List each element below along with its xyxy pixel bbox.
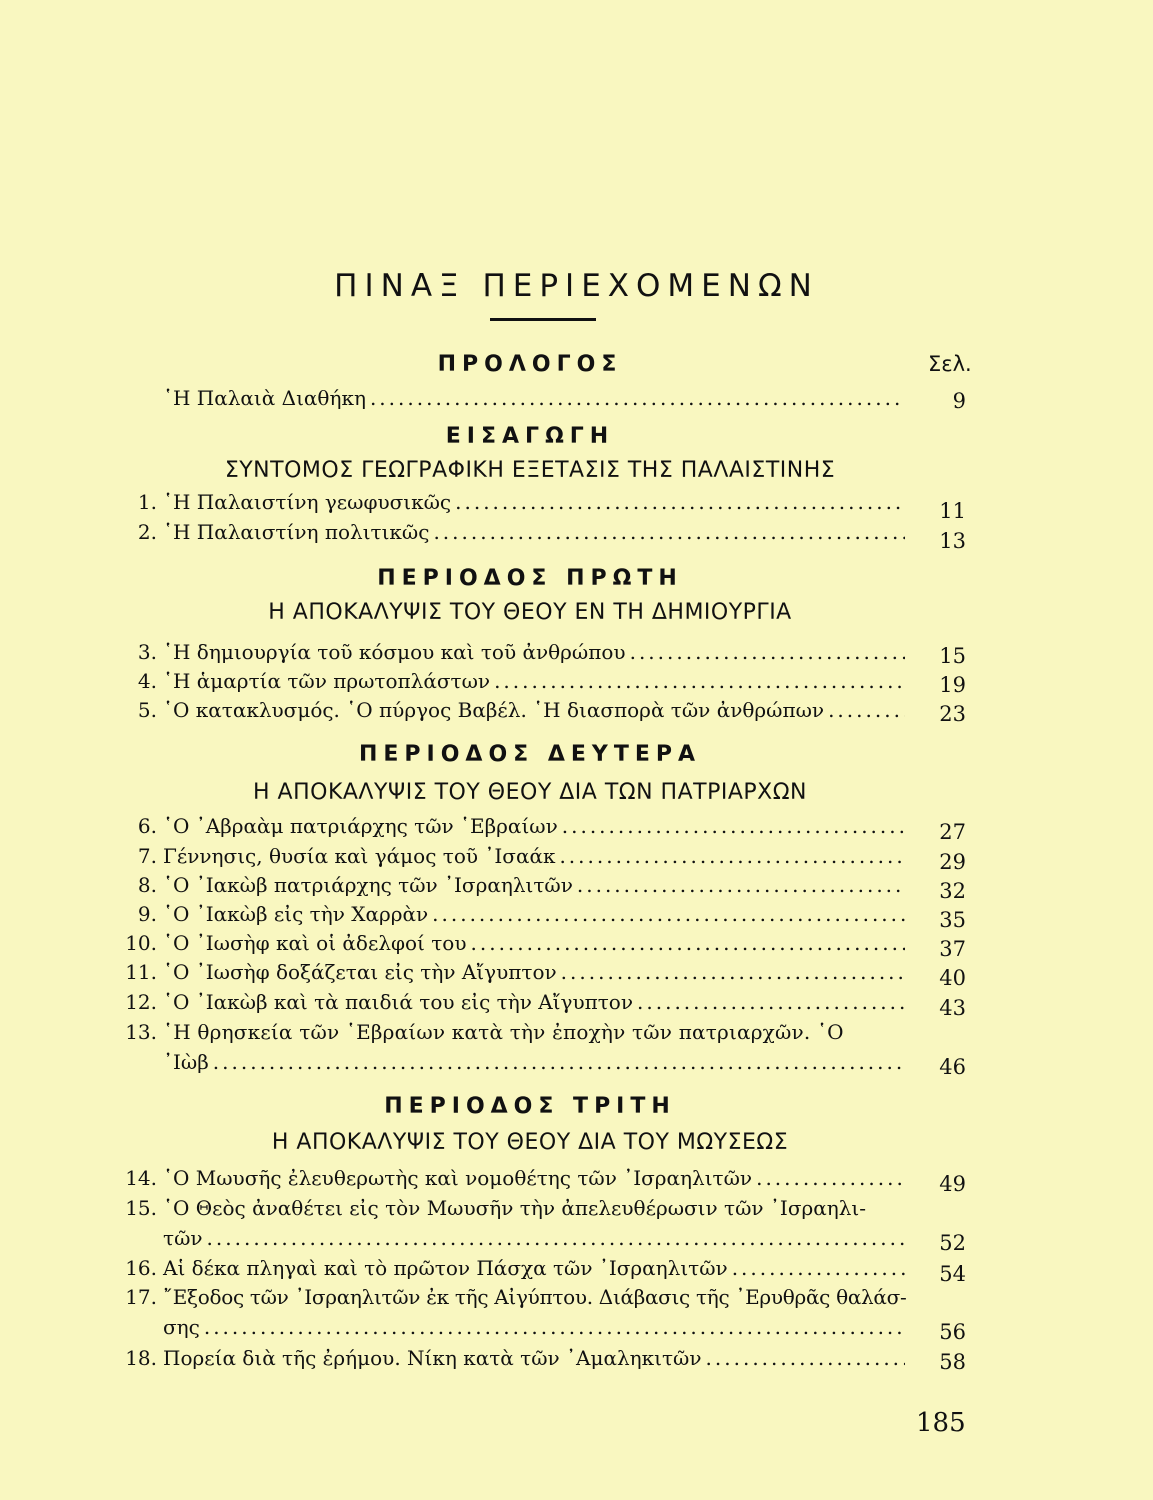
entry-page: 19 (939, 673, 966, 697)
page-title: ΠΙΝΑΞ ΠΕΡΙΕΧΟΜΕΝΩΝ (334, 268, 819, 304)
toc-entry (105, 1256, 905, 1280)
section-heading-period1: ΠΕΡΙΟΔΟΣ ΠΡΩΤΗ (377, 566, 683, 591)
entry-title: ῾Ο ᾿Ιακὼβ καὶ τὰ παιδιά του εἰς τὴν Αἴγυπτον (163, 990, 634, 1014)
entry-number: 14. (125, 1166, 157, 1190)
entry-page: 9 (952, 389, 966, 413)
entry-page: 58 (939, 1350, 966, 1374)
toc-entry (105, 640, 905, 664)
section-heading-intro: ΕΙΣΑΓΩΓΗ (445, 424, 615, 449)
entry-title: ῾Ο Μωυσῆς ἐλευθερωτὴς καὶ νομοθέτης τῶν ᾿Ισραηλιτῶν (163, 1166, 753, 1190)
entry-title-cont: ᾿Ιὼβ (163, 1050, 209, 1074)
entry-number: 8. (137, 873, 157, 897)
section-heading-period3: ΠΕΡΙΟΔΟΣ ΤΡΙΤΗ (384, 1094, 676, 1119)
entry-number: 18. (125, 1346, 157, 1370)
entry-page: 11 (939, 499, 966, 523)
section-heading-period2: ΠΕΡΙΟΔΟΣ ΔΕΥΤΕΡΑ (358, 742, 702, 767)
entry-title: ῾Η δημιουργία τοῦ κόσμου καὶ τοῦ ἀνθρώπου (163, 640, 626, 664)
entry-page: 56 (939, 1320, 966, 1344)
entry-number: 7. (137, 844, 157, 868)
entry-number: 17. (125, 1285, 157, 1309)
entry-title: ῾Ο Θεὸς ἀναθέτει εἰς τὸν Μωυσῆν τὴν ἀπελευθέρωσιν τῶν ᾿Ισραηλι- (163, 1196, 866, 1220)
entry-page: 49 (939, 1172, 966, 1196)
entry-title: ῾Η Παλαιστίνη πολιτικῶς (163, 520, 430, 544)
entry-page: 27 (939, 820, 966, 844)
toc-entry (105, 844, 905, 868)
entry-page: 52 (939, 1231, 966, 1255)
entry-title: ῾Ο ᾿Αβραὰμ πατριάρχης τῶν ῾Εβραίων (163, 814, 558, 838)
entry-title-cont: σης (163, 1315, 200, 1339)
toc-entry (105, 960, 905, 984)
entry-page: 23 (939, 702, 966, 726)
entry-page: 13 (939, 529, 966, 553)
entry-page: 54 (939, 1262, 966, 1286)
entry-title: ῾Ο ᾿Ιακὼβ εἰς τὴν Χαρρὰν (163, 902, 429, 926)
section-subheading-period1: Η ΑΠΟΚΑΛΥΨΙΣ ΤΟΥ ΘΕΟΥ ΕΝ ΤΗ ΔΗΜΙΟΥΡΓΙΑ (268, 600, 792, 625)
entry-page: 37 (939, 937, 966, 961)
entry-number: 4. (137, 669, 157, 693)
toc-entry (105, 520, 905, 544)
entry-number: 13. (125, 1020, 157, 1044)
entry-number: 2. (137, 520, 157, 544)
entry-page: 35 (939, 908, 966, 932)
section-subheading-period2: Η ΑΠΟΚΑΛΥΨΙΣ ΤΟΥ ΘΕΟΥ ΔΙΑ ΤΩΝ ΠΑΤΡΙΑΡΧΩΝ (253, 780, 807, 805)
section-heading-prologue: ΠΡΟΛΟΓΟΣ (437, 352, 623, 377)
title-divider (490, 318, 596, 321)
toc-entry (105, 990, 905, 1014)
entry-page: 46 (939, 1055, 966, 1079)
entry-page: 15 (939, 644, 966, 668)
section-subheading-intro: ΣΥΝΤΟΜΟΣ ΓΕΩΓΡΑΦΙΚΗ ΕΞΕΤΑΣΙΣ ΤΗΣ ΠΑΛΑΙΣΤΙΝΗΣ (224, 458, 836, 483)
toc-entry (105, 386, 905, 410)
entry-title: ῾Η θρησκεία τῶν ῾Εβραίων κατὰ τὴν ἐποχὴν τῶν πατριαρχῶν. ῾Ο (163, 1020, 844, 1044)
entry-title: Πορεία διὰ τῆς ἐρήμου. Νίκη κατὰ τῶν ᾿Αμαληκιτῶν (163, 1346, 702, 1370)
entry-title: ῾Η ἁμαρτία τῶν πρωτοπλάστων (163, 669, 491, 693)
entry-title: ῾Ο ᾿Ιακὼβ πατριάρχης τῶν ᾿Ισραηλιτῶν (163, 873, 573, 897)
toc-entry (105, 669, 905, 693)
entry-title: Αἱ δέκα πληγαὶ καὶ τὸ πρῶτον Πάσχα τῶν ᾿Ισραηλιτῶν (163, 1256, 728, 1280)
entry-page: 40 (939, 966, 966, 990)
entry-number: 6. (137, 814, 157, 838)
entry-title-cont: τῶν (163, 1226, 203, 1250)
entry-title: ῾Η Παλαιὰ Διαθήκη (163, 386, 366, 410)
entry-title: ῎Εξοδος τῶν ᾿Ισραηλιτῶν ἐκ τῆς Αἰγύπτου. Διάβασις τῆς ᾿Ερυθρᾶς θαλάσ- (163, 1285, 907, 1309)
toc-entry (105, 931, 905, 955)
entry-number: 10. (125, 931, 157, 955)
entry-number: 12. (125, 990, 157, 1014)
page-column-label: Σελ. (928, 352, 972, 376)
entry-page: 29 (939, 850, 966, 874)
entry-title: ῾Ο ᾿Ιωσὴφ δοξάζεται εἰς τὴν Αἴγυπτον (163, 960, 557, 984)
entry-number: 11. (125, 960, 157, 984)
entry-page: 32 (939, 879, 966, 903)
section-subheading-period3: Η ΑΠΟΚΑΛΥΨΙΣ ΤΟΥ ΘΕΟΥ ΔΙΑ ΤΟΥ ΜΩΥΣΕΩΣ (271, 1130, 789, 1155)
toc-entry (105, 1196, 905, 1250)
entry-number: 15. (125, 1196, 157, 1220)
toc-entry (105, 1285, 905, 1339)
toc-entry (105, 902, 905, 926)
toc-entry (105, 1166, 905, 1190)
entry-number: 16. (125, 1256, 157, 1280)
entry-page: 43 (939, 996, 966, 1020)
page-number: 185 (916, 1408, 966, 1438)
entry-number: 5. (137, 698, 157, 722)
entry-number: 3. (137, 640, 157, 664)
entry-number: 1. (137, 490, 157, 514)
entry-title: Γέννησις, θυσία καὶ γάμος τοῦ ᾿Ισαάκ (163, 844, 556, 868)
toc-entry (105, 1020, 905, 1074)
entry-title: ῾Ο κατακλυσμός. ῾Ο πύργος Βαβέλ. ῾Η διασπορὰ τῶν ἀνθρώπων (163, 698, 825, 722)
entry-number: 9. (137, 902, 157, 926)
entry-title: ῾Ο ᾿Ιωσὴφ καὶ οἱ ἀδελφοί του (163, 931, 467, 955)
toc-entry (105, 814, 905, 838)
toc-entry (105, 873, 905, 897)
toc-entry (105, 490, 905, 514)
entry-title: ῾Η Παλαιστίνη γεωφυσικῶς (163, 490, 452, 514)
toc-entry (105, 1346, 905, 1370)
toc-entry (105, 698, 905, 722)
